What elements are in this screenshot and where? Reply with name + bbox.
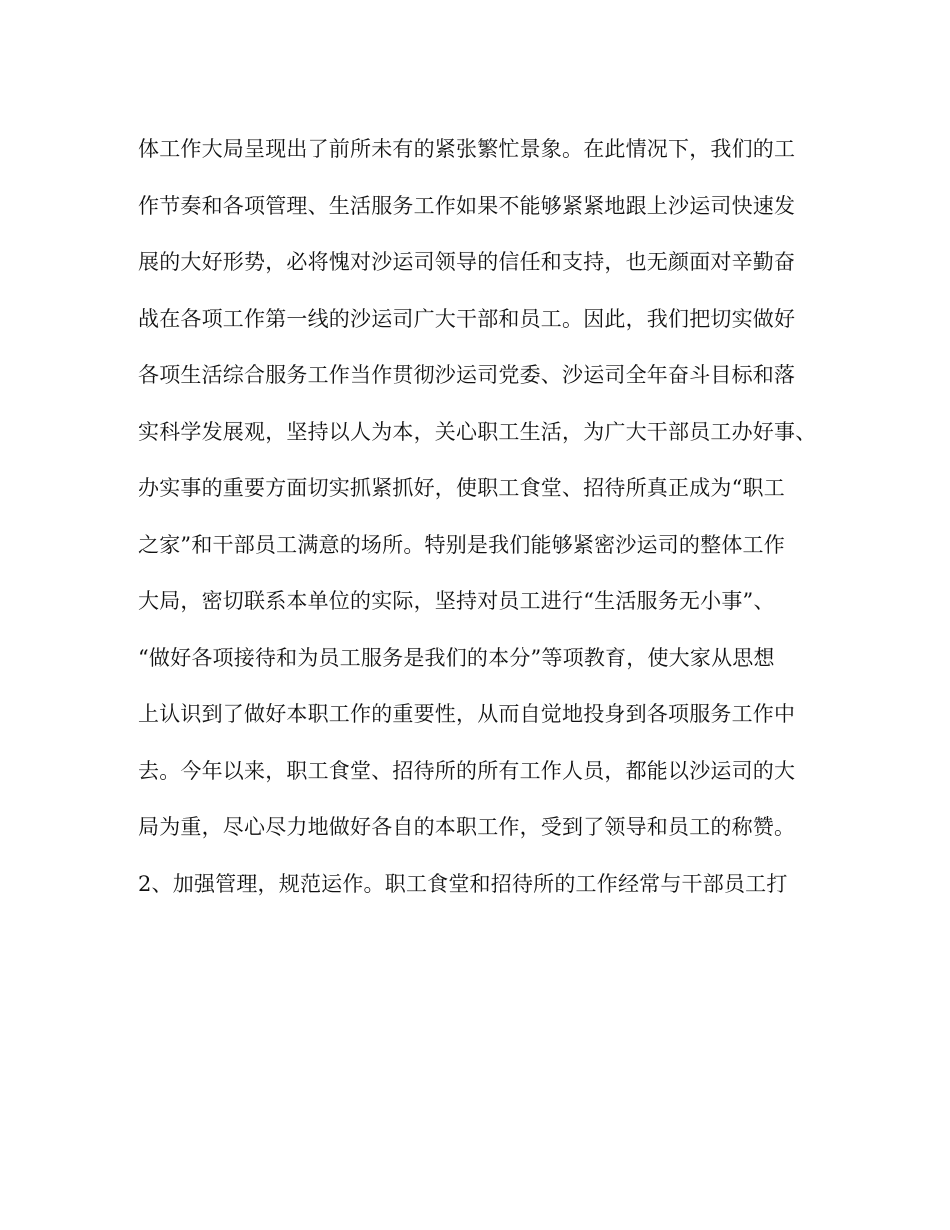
text-line-4: 战在各项工作第一线的沙运司广大干部和员工。因此，我们把切实做好	[138, 306, 796, 331]
text-line-3: 展的大好形势，必将愧对沙运司领导的信任和支持，也无颜面对辛勤奋	[138, 250, 796, 274]
body-text	[138, 121, 858, 912]
text-line-1: 体工作大局呈现出了前所未有的紧张繁忙景象。在此情况下，我们的工	[138, 137, 796, 161]
text-line-6: 实科学发展观，坚持以人为本，关心职工生活，为广大干部员工办好事、	[138, 419, 817, 444]
text-line-10: “做好各项接待和为员工服务是我们的本分”等项教育，使大家从思想	[138, 645, 775, 670]
text-line-2: 作节奏和各项管理、生活服务工作如果不能够紧紧地跟上沙运司快速发	[138, 193, 796, 218]
text-line-12: 去。今年以来，职工食堂、招待所的所有工作人员，都能以沙运司的大	[138, 758, 796, 783]
text-line-11: 上认识到了做好本职工作的重要性，从而自觉地投身到各项服务工作中	[138, 702, 796, 726]
text-line-13: 局为重，尽心尽力地做好各自的本职工作，受到了领导和员工的称赞。	[138, 815, 796, 839]
text-line-7: 办实事的重要方面切实抓紧抓好，使职工食堂、招待所真正成为“职工	[138, 476, 785, 500]
text-line-8: 之家”和干部员工满意的场所。特别是我们能够紧密沙运司的整体工作	[138, 532, 785, 557]
text-line-14: 2、加强管理，规范运作。职工食堂和招待所的工作经常与干部员工打	[138, 871, 788, 896]
text-line-9: 大局，密切联系本单位的实际，坚持对员工进行“生活服务无小事”、	[138, 589, 775, 613]
text-line-5: 各项生活综合服务工作当作贯彻沙运司党委、沙运司全年奋斗目标和落	[138, 363, 796, 387]
